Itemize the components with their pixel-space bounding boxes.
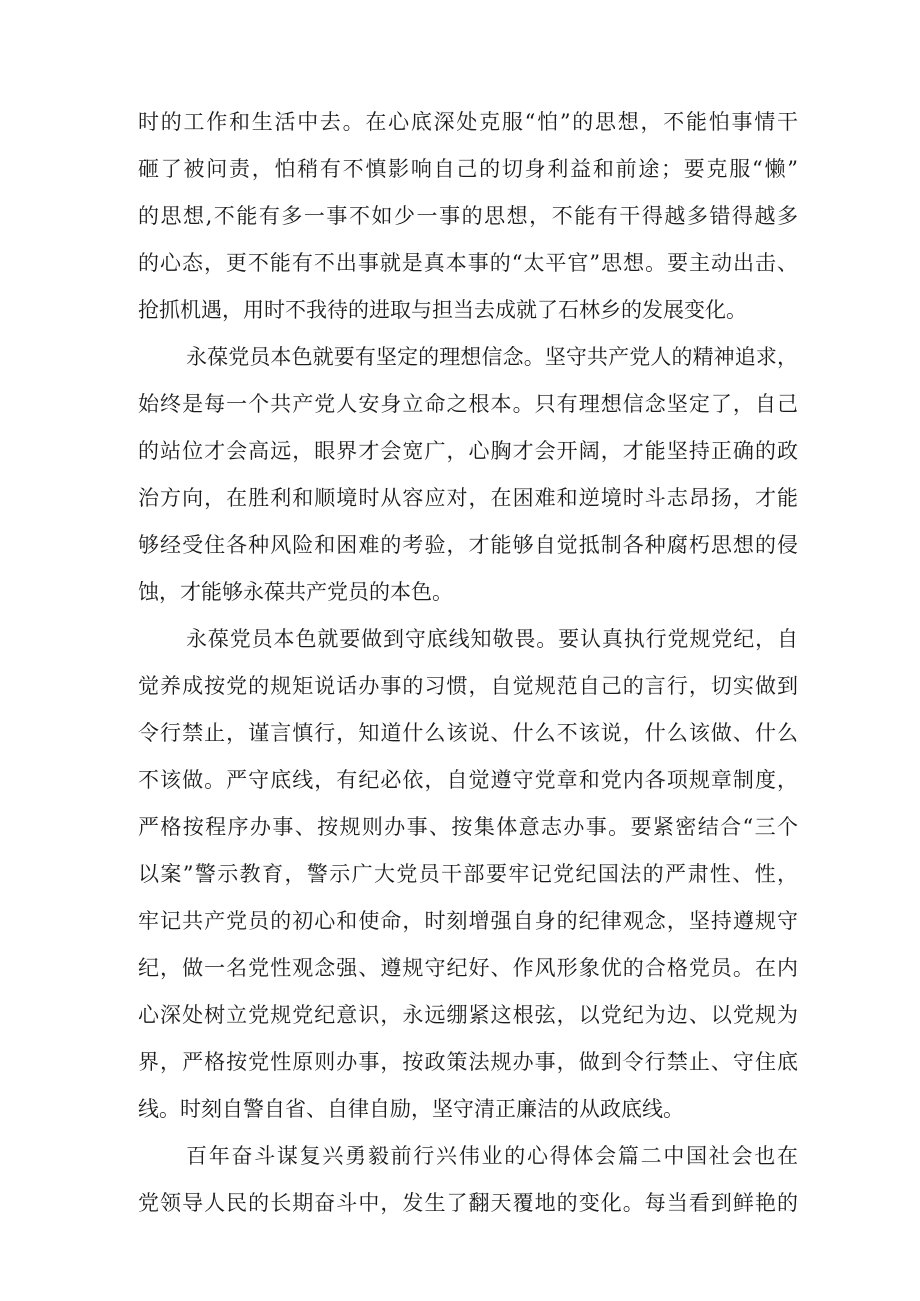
text-line: 始终是每一个共产党人安身立命之根本。只有理想信念坚定了，自己 — [138, 392, 798, 416]
paragraph-4 — [138, 1133, 798, 1227]
text-line: 线。时刻自警自省、自律自励，坚守清正廉洁的从政底线。 — [138, 1097, 684, 1121]
text-line: 牢记共产党员的初心和使命，时刻增强自身的纪律观念，坚持遵规守 — [138, 909, 798, 933]
text-line: 的思想,不能有多一事不如少一事的思想，不能有干得越多错得越多 — [138, 204, 798, 228]
text-line: 治方向，在胜利和顺境时从容应对，在困难和逆境时斗志昂扬，才能 — [138, 486, 798, 510]
text-line: 够经受住各种风险和困难的考验，才能够自觉抵制各种腐朽思想的侵 — [138, 533, 798, 557]
text-line: 觉养成按党的规矩说话办事的习惯，自觉规范自己的言行，切实做到 — [138, 674, 798, 698]
text-line: 令行禁止，谨言慎行，知道什么该说、什么不该说，什么该做、什么 — [138, 721, 798, 745]
paragraph-1 — [138, 99, 798, 334]
text-line: 时的工作和生活中去。在心底深处克服“怕”的思想，不能怕事情干 — [138, 110, 798, 134]
document-body — [138, 99, 798, 1227]
text-line: 严格按程序办事、按规则办事、按集体意志办事。要紧密结合“三个 — [138, 815, 798, 839]
paragraph-2 — [138, 334, 798, 616]
text-line: 砸了被问责，怕稍有不慎影响自己的切身利益和前途；要克服“懒” — [138, 157, 798, 181]
text-line: 的心态，更不能有不出事就是真本事的“太平官”思想。要主动出击、 — [138, 251, 798, 275]
text-line: 纪，做一名党性观念强、遵规守纪好、作风形象优的合格党员。在内 — [138, 956, 798, 980]
text-line: 党领导人民的长期奋斗中，发生了翻天覆地的变化。每当看到鲜艳的 — [138, 1191, 798, 1215]
text-line: 心深处树立党规党纪意识，永远绷紧这根弦，以党纪为边、以党规为 — [138, 1003, 798, 1027]
text-line: 永葆党员本色就要做到守底线知敬畏。要认真执行党规党纪，自 — [186, 627, 798, 651]
text-line: 永葆党员本色就要有坚定的理想信念。坚守共产党人的精神追求， — [186, 345, 798, 369]
text-line: 不该做。严守底线，有纪必依，自觉遵守党章和党内各项规章制度， — [138, 768, 798, 792]
text-line: 界，严格按党性原则办事，按政策法规办事，做到令行禁止、守住底 — [138, 1050, 798, 1074]
text-line: 的站位才会高远，眼界才会宽广，心胸才会开阔，才能坚持正确的政 — [138, 439, 798, 463]
paragraph-3 — [138, 616, 798, 1133]
text-line: 抢抓机遇，用时不我待的进取与担当去成就了石林乡的发展变化。 — [138, 298, 747, 322]
text-line: 蚀，才能够永葆共产党员的本色。 — [138, 580, 453, 604]
text-line: 以案”警示教育，警示广大党员干部要牢记党纪国法的严肃性、性， — [138, 862, 798, 886]
text-line: 百年奋斗谋复兴勇毅前行兴伟业的心得体会篇二中国社会也在 — [186, 1144, 798, 1168]
